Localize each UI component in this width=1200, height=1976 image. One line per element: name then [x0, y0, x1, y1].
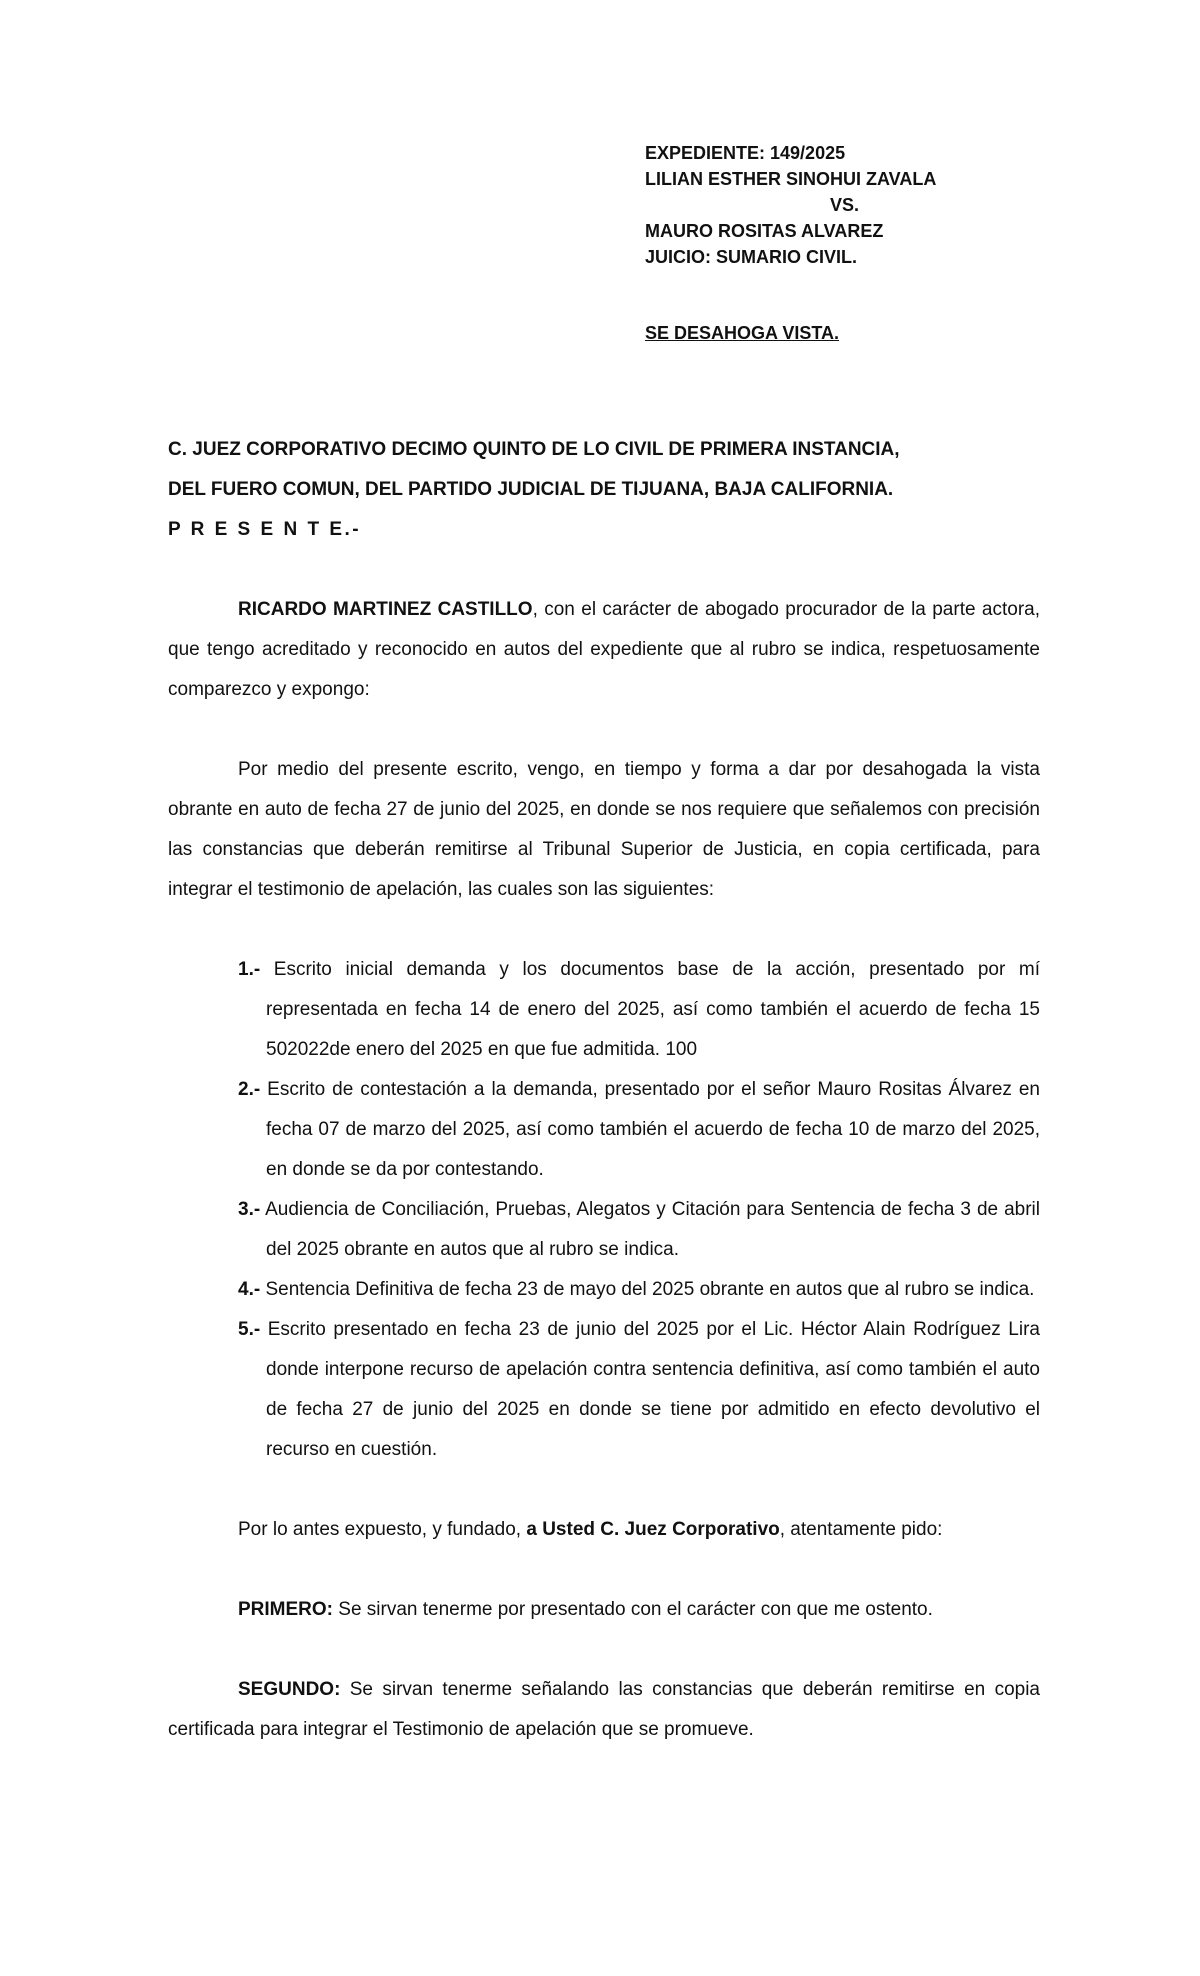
petition-second-text: Se sirvan tenerme señalando las constancias que deberán remitirse en copia certificada para integrar el Testimonio de apelación que se promueve. — [168, 1679, 1040, 1740]
closing-pre: Por lo antes expuesto, y fundado, — [238, 1519, 527, 1540]
addressee-line-2: DEL FUERO COMUN, DEL PARTIDO JUDICIAL DE TIJUANA, BAJA CALIFORNIA. — [168, 479, 894, 500]
document-body — [168, 430, 1040, 1750]
document-subject: SE DESAHOGA VISTA. — [645, 323, 840, 343]
list-item — [168, 1070, 1040, 1190]
closing-paragraph — [168, 1510, 1040, 1550]
list-item — [168, 1270, 1040, 1310]
item-text: Sentencia Definitiva de fecha 23 de mayo del 2025 obrante en autos que al rubro se indica. — [260, 1279, 1035, 1300]
petition-first-text: Se sirvan tenerme por presentado con el carácter con que me ostento. — [333, 1599, 933, 1620]
plaintiff-name: LILIAN ESTHER SINOHUI ZAVALA — [645, 169, 937, 189]
intro-paragraph — [168, 590, 1040, 710]
item-number: 3.- — [238, 1199, 261, 1220]
closing-post: , atentamente pido: — [779, 1519, 943, 1540]
lawyer-name: RICARDO MARTINEZ CASTILLO — [238, 599, 533, 620]
item-text: Escrito presentado en fecha 23 de junio del 2025 por el Lic. Héctor Alain Rodríguez Lira donde interpone recurso de apelación contra sentencia definitiva, así como también el auto de fecha 27 de junio del 2025 en donde se tiene por admitido en efecto devolutivo el recurso en cuestión. — [260, 1319, 1040, 1460]
petition-second-label: SEGUNDO: — [238, 1679, 341, 1700]
item-number: 5.- — [238, 1319, 261, 1340]
case-header — [645, 140, 1065, 346]
petition-first — [168, 1590, 1040, 1630]
intro-text: , con el carácter de abogado procurador de la parte actora, que tengo acreditado y reconocido en autos del expediente que al rubro se indica, respetuosamente comparezco y expongo: — [168, 599, 1041, 700]
trial-type: JUICIO: SUMARIO CIVIL. — [645, 247, 858, 267]
item-text: Escrito inicial demanda y los documentos base de la acción, presentado por mí representada en fecha 14 de enero del 2025, así como también el acuerdo de fecha 15 502022de enero del 2025 en que fue admitida. 100 — [260, 959, 1040, 1060]
list-item — [168, 950, 1040, 1070]
request-paragraph: Por medio del presente escrito, vengo, en tiempo y forma a dar por desahogada la vista obrante en auto de fecha 27 de junio del 2025, en donde se nos requiere que señalemos con precisión las constancias que deberán remitirse al Tribunal Superior de Justicia, en copia certificada, para integrar el testimonio de apelación, las cuales son las siguientes: — [168, 759, 1040, 900]
constancias-list — [168, 950, 1040, 1470]
addressee-line-1: C. JUEZ CORPORATIVO DECIMO QUINTO DE LO CIVIL DE PRIMERA INSTANCIA, — [168, 439, 900, 460]
item-number: 1.- — [238, 959, 261, 980]
list-item — [168, 1190, 1040, 1270]
item-text: Escrito de contestación a la demanda, presentado por el señor Mauro Rositas Álvarez en fecha 07 de marzo del 2025, así como también el acuerdo de fecha 10 de marzo del 2025, en donde se da por contestando. — [260, 1079, 1040, 1180]
closing-addressee: a Usted C. Juez Corporativo — [526, 1519, 780, 1540]
list-item — [168, 1310, 1040, 1470]
item-number: 2.- — [238, 1079, 261, 1100]
petition-first-label: PRIMERO: — [238, 1599, 333, 1620]
case-number: EXPEDIENTE: 149/2025 — [645, 143, 846, 163]
item-number: 4.- — [238, 1279, 261, 1300]
petition-second — [168, 1670, 1040, 1750]
versus-label: VS. — [830, 195, 860, 215]
item-text: Audiencia de Conciliación, Pruebas, Alegatos y Citación para Sentencia de fecha 3 de abril del 2025 obrante en autos que al rubro se indica. — [260, 1199, 1040, 1260]
presente-label: P R E S E N T E.- — [168, 519, 362, 540]
defendant-name: MAURO ROSITAS ALVAREZ — [645, 221, 884, 241]
